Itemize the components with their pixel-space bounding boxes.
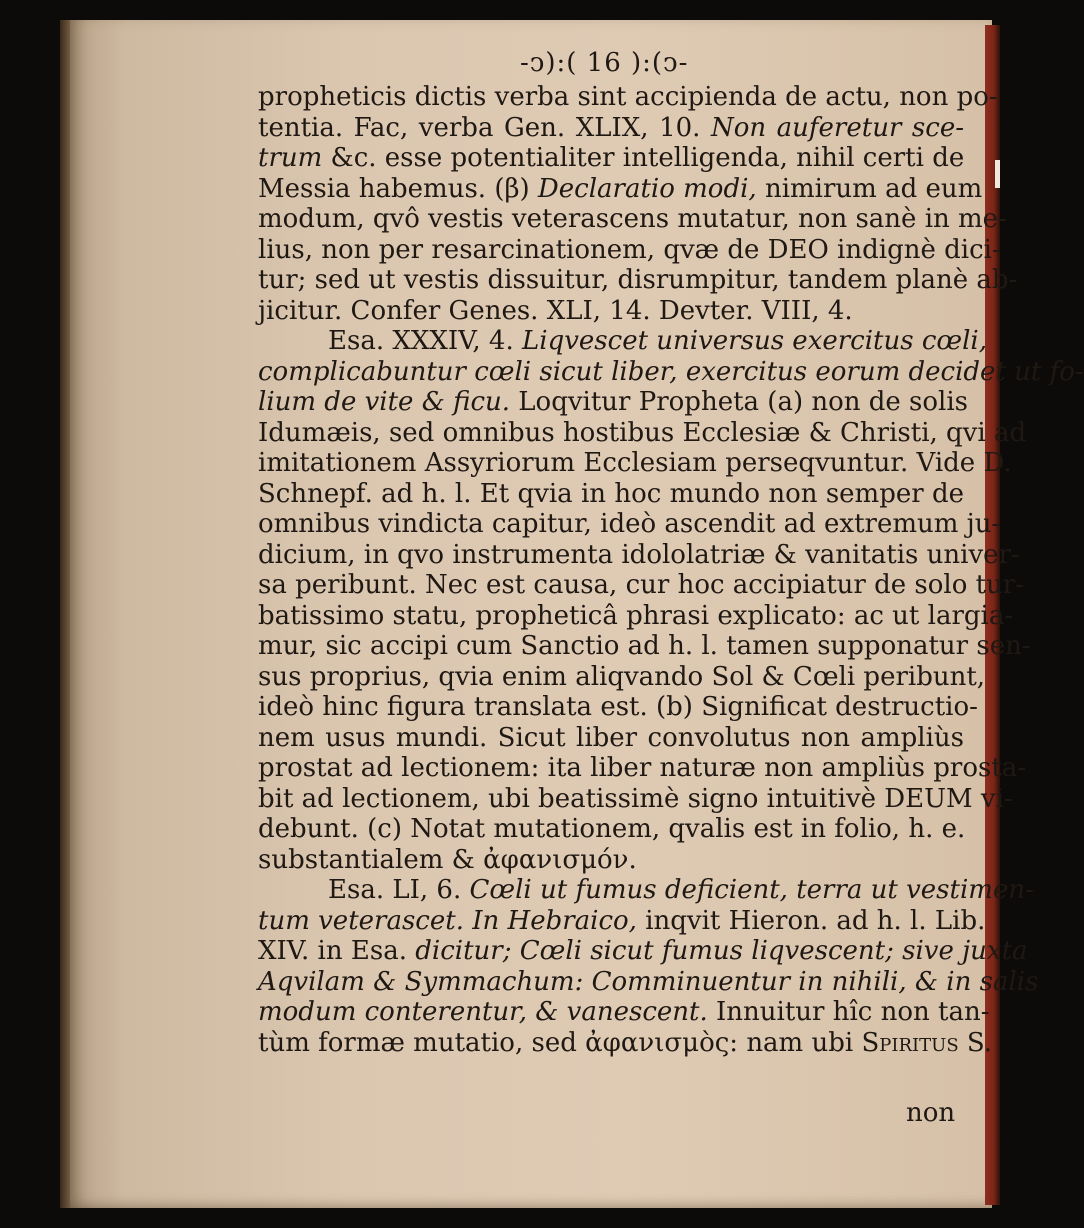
- text-segment: Declaratio modi,: [537, 173, 757, 204]
- edge-marker: [995, 160, 1000, 188]
- text-line: [258, 173, 983, 205]
- text-line: [258, 692, 978, 723]
- text-segment: inqvit Hieron. ad h. l. Lib.: [645, 905, 986, 936]
- text-line: [258, 723, 964, 754]
- text-segment: In Hebraico,: [472, 905, 637, 936]
- text-segment: ideò hinc figura translata est. (b) Significat destructio-: [258, 692, 978, 722]
- text-segment: tum veterascet.: [258, 905, 464, 936]
- text-segment: bit ad lectionem, ubi beatissimè signo intuitivè DEUM vi-: [258, 783, 1013, 814]
- text-line: [258, 387, 969, 418]
- text-segment: mur, sic accipi cum Sanctio ad h. l. tamen supponatur sen-: [258, 631, 1031, 661]
- text-line: [258, 814, 964, 845]
- text-segment: Loqvitur Propheta (a) non de solis: [518, 387, 969, 417]
- text-line: [258, 875, 1034, 906]
- text-line: [258, 448, 1012, 479]
- text-segment: propheticis dictis verba sint accipienda de actu, non po-: [258, 82, 998, 112]
- text-segment: sus proprius, qvia enim aliqvando Sol & Cœli peribunt,: [258, 661, 986, 692]
- text-segment: Schnepf. ad h. l. Et qvia in hoc mundo non semper de: [258, 478, 964, 509]
- text-segment: Aqvilam & Symmachum: Comminuentur in nihili, & in salis: [258, 966, 1039, 997]
- text-segment: batissimo statu, propheticâ phrasi explicato: ac ut largia-: [258, 600, 1014, 631]
- text-segment: lium de vite & ficu.: [258, 387, 511, 417]
- text-line: [258, 356, 1084, 388]
- text-line: [258, 1027, 993, 1059]
- text-segment: tur; sed ut vestis dissuitur, disrumpitur, tandem planè ab-: [258, 265, 1018, 295]
- text-segment: nimirum ad eum: [764, 173, 983, 204]
- text-line: [258, 936, 1028, 967]
- catchword: non: [906, 1098, 956, 1128]
- running-head: -ↄ):( 16 ):(ↄ-: [520, 48, 689, 78]
- text-line: [258, 539, 1020, 571]
- text-segment: XIV. in Esa.: [258, 936, 407, 966]
- text-line: [258, 296, 964, 327]
- text-segment: modum, qvô vestis veterascens mutatur, non sanè in me-: [258, 204, 1007, 234]
- text-segment: &c. esse potentialiter intelligenda, nihil certi de: [330, 143, 965, 173]
- text-segment: tentia. Fac, verba Gen. XLIX, 10.: [258, 112, 701, 143]
- text-line: [258, 82, 998, 113]
- text-segment: debunt. (c) Notat mutationem, qvalis est in folio, h. e.: [258, 814, 966, 844]
- text-segment: omnibus vindicta capitur, ideò ascendit ad extremum ju-: [258, 509, 1001, 539]
- text-segment: complicabuntur cœli sicut liber, exercitus eorum decidet ut fo-: [258, 356, 1084, 387]
- text-segment: dicitur; Cœli sicut fumus liqvescent; sive juxta: [415, 936, 1028, 966]
- text-segment: Cœli ut fumus deficient, terra ut vestimen-: [469, 875, 1034, 905]
- text-segment: nem usus mundi. Sicut liber convolutus non ampliùs: [258, 722, 964, 753]
- text-segment: Messia habemus. (β): [258, 173, 530, 204]
- text-line: [258, 570, 1025, 601]
- text-segment: Esa. LI, 6.: [328, 875, 462, 905]
- text-segment: imitationem Assyriorum Ecclesiam perseqvuntur. Vide D.: [258, 448, 1012, 478]
- text-segment: lius, non per resarcinationem, qvæ de DEO indignè dici-: [258, 234, 1001, 265]
- body-text: [258, 82, 1084, 1058]
- text-segment: modum conterentur, & vanescent.: [258, 997, 708, 1027]
- text-line: [258, 265, 1018, 296]
- text-segment: tùm formæ mutatio, sed ἀφανισμὸς: nam ubi: [258, 1027, 854, 1058]
- text-segment: Non auferetur sce-: [710, 112, 964, 143]
- text-line: [258, 631, 1031, 662]
- text-line: [258, 600, 1014, 632]
- text-segment: dicium, in qvo instrumenta idololatriæ & vanitatis univer-: [258, 539, 1020, 570]
- text-segment: prostat ad lectionem: ita liber naturæ non ampliùs prosta-: [258, 753, 1027, 783]
- text-line: [258, 113, 964, 144]
- text-line: [258, 661, 986, 693]
- text-line: [258, 204, 1007, 235]
- text-segment: Spiritus S.: [861, 1027, 993, 1058]
- text-line: [258, 326, 988, 357]
- text-line: [258, 479, 964, 510]
- text-line: [258, 783, 1013, 815]
- text-line: [258, 905, 986, 937]
- text-segment: trum: [258, 143, 323, 173]
- text-line: [258, 509, 1001, 540]
- text-line: [258, 234, 1001, 266]
- text-line: [258, 997, 990, 1028]
- text-segment: jicitur. Confer Genes. XLI, 14. Devter. VIII, 4.: [258, 295, 853, 326]
- text-segment: substantialem & ἀφανισμόν.: [258, 844, 637, 875]
- text-segment: Esa. XXXIV, 4.: [328, 326, 514, 356]
- text-line: [258, 417, 1027, 449]
- text-segment: sa peribunt. Nec est causa, cur hoc accipiatur de solo tur-: [258, 570, 1025, 600]
- text-line: [258, 845, 964, 876]
- text-segment: Liqvescet universus exercitus cœli,: [522, 326, 988, 356]
- text-line: [258, 143, 964, 174]
- text-line: [258, 966, 1039, 998]
- text-segment: Idumæis, sed omnibus hostibus Ecclesiæ & Christi, qvi ad: [258, 417, 1027, 448]
- text-segment: Innuitur hîc non tan-: [716, 997, 990, 1027]
- text-line: [258, 753, 1027, 784]
